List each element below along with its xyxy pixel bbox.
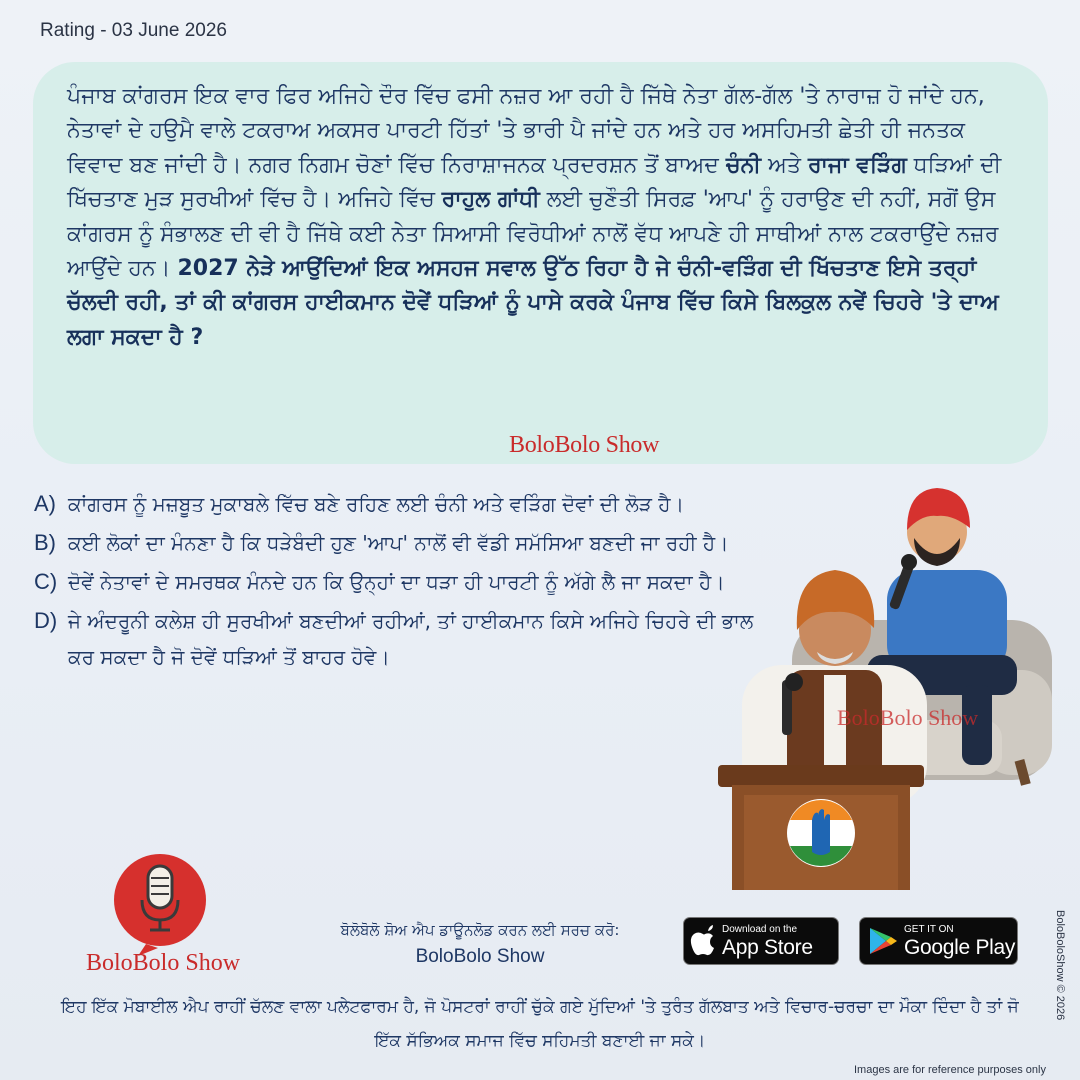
search-instruction: ਬੋਲੋਬੋਲੋ ਸ਼ੋਅ ਐਪ ਡਾਊਨਲੋਡ ਕਰਨ ਲਈ ਸਰਚ ਕਰੋ: xyxy=(340,921,620,939)
question-highlight: 2027 ਨੇੜੇ ਆਉਂਦਿਆਂ ਇਕ ਅਸਹਜ ਸਵਾਲ ਉੱਠ ਰਿਹਾ ਹੈ ਜੇ ਚੰਨੀ-ਵੜਿੰਗ ਦੀ ਖਿੱਚਤਾਣ ਇਸੇ ਤਰ੍ਹਾਂ ਚੱਲਦੀ ਰਹੀ, ਤਾਂ ਕੀ ਕਾਂਗਰਸ ਹਾਈਕਮਾਨ ਦੋਵੇਂ ਧੜਿਆਂ ਨੂੰ ਪਾਸੇ ਕਰਕੇ ਪੰਜਾਬ ਵਿੱਚ ਕਿਸੇ ਬਿਲਕੁਲ ਨਵੇਂ ਚਿਹਰੇ 'ਤੇ ਦਾਅ ਲਗਾ ਸਕਦਾ ਹੈ ? xyxy=(67,256,999,350)
option-text: ਦੋਵੇਂ ਨੇਤਾਵਾਂ ਦੇ ਸਮਰਥਕ ਮੰਨਦੇ ਹਨ ਕਿ ਉਨ੍ਹਾਂ ਦਾ ਧੜਾ ਹੀ ਪਾਰਟੀ ਨੂੰ ਅੱਗੇ ਲੈ ਜਾ ਸਕਦਾ ਹੈ। xyxy=(68,570,725,594)
option-b[interactable] xyxy=(34,525,754,561)
option-text: ਕਾਂਗਰਸ ਨੂੰ ਮਜ਼ਬੂਤ ਮੁਕਾਬਲੇ ਵਿੱਚ ਬਣੇ ਰਹਿਣ ਲਈ ਚੰਨੀ ਅਤੇ ਵੜਿੰਗ ਦੋਵਾਂ ਦੀ ਲੋੜ ਹੈ। xyxy=(68,492,685,516)
question-card xyxy=(33,62,1048,464)
option-c[interactable] xyxy=(34,564,754,600)
option-text: ਕਈ ਲੋਕਾਂ ਦਾ ਮੰਨਣਾ ਹੈ ਕਿ ਧੜੇਬੰਦੀ ਹੁਣ 'ਆਪ' ਨਾਲੋਂ ਵੀ ਵੱਡੀ ਸਮੱਸਿਆ ਬਣਦੀ ਜਾ ਰਹੀ ਹੈ। xyxy=(68,531,729,555)
search-term: BoloBolo Show xyxy=(415,946,545,967)
card-watermark: BoloBolo Show xyxy=(509,432,660,458)
app-store-small: Download on the xyxy=(722,923,798,935)
question-segment: ਪੰਜਾਬ ਕਾਂਗਰਸ ਇਕ ਵਾਰ ਫਿਰ ਅਜਿਹੇ ਦੌਰ ਵਿੱਚ ਫਸੀ ਨਜ਼ਰ ਆ ਰਹੀ ਹੈ ਜਿੱਥੇ ਨੇਤਾ ਗੱਲ-ਗੱਲ 'ਤੇ ਨਾਰਾਜ਼ ਹੋ ਜਾਂਦੇ ਹਨ, ਨੇਤਾਵਾਂ ਦੇ ਹਉਮੈ ਵਾਲੇ ਟਕਰਾਅ ਅਕਸਰ ਪਾਰਟੀ ਹਿੱਤਾਂ 'ਤੇ ਭਾਰੀ ਪੈ ਜਾਂਦੇ ਹਨ ਅਤੇ ਹਰ ਅਸਹਿਮਤੀ ਛੇਤੀ ਹੀ ਜਨਤਕ ਵਿਵਾਦ ਬਣ ਜਾਂਦੀ ਹੈ। ਨਗਰ ਨਿਗਮ ਚੋਣਾਂ ਵਿੱਚ ਨਿਰਾਸ਼ਾਜਨਕ ਪ੍ਰਦਰਸ਼ਨ ਤੋਂ ਬਾਅਦ xyxy=(67,84,985,178)
leader-name-rahul-gandhi: ਰਾਹੁਲ ਗਾਂਧੀ xyxy=(441,187,540,213)
brand-logo[interactable] xyxy=(80,848,250,978)
question-text xyxy=(67,80,1027,355)
podium xyxy=(718,765,924,890)
google-play-button[interactable] xyxy=(859,917,1018,965)
question-segment: ਅਤੇ xyxy=(761,152,809,178)
leaders-illustration xyxy=(712,470,1062,890)
apple-icon xyxy=(684,924,722,958)
option-d[interactable] xyxy=(34,603,754,675)
leader-name-channi: ਚੰਨੀ xyxy=(725,152,762,178)
option-text: ਜੇ ਅੰਦਰੂਨੀ ਕਲੇਸ਼ ਹੀ ਸੁਰਖੀਆਂ ਬਣਦੀਆਂ ਰਹੀਆਂ, ਤਾਂ ਹਾਈਕਮਾਨ ਕਿਸੇ ਅਜਿਹੇ ਚਿਹਰੇ ਦੀ ਭਾਲ ਕਰ ਸਕਦਾ ਹੈ ਜੋ ਦੋਵੇਂ ਧੜਿਆਂ ਤੋਂ ਬਾਹਰ ਹੋਵੇ। xyxy=(68,609,754,669)
answer-options xyxy=(34,486,754,678)
question-segment: ਧੜਿਆਂ ਦੀ ਖਿੱਚਤਾਣ ਮੁੜ ਸੁਰਖੀਆਂ ਵਿੱਚ ਹੈ। ਅਜਿਹੇ ਵਿੱਚ xyxy=(67,152,1002,213)
rating-date: Rating - 03 June 2026 xyxy=(40,20,227,41)
google-play-small: GET IT ON xyxy=(904,923,954,935)
microphone-icon xyxy=(80,848,250,958)
image-disclaimer: Images are for reference purposes only xyxy=(854,1064,1046,1076)
google-play-icon xyxy=(860,924,904,958)
google-play-label: Google Play xyxy=(904,935,1016,959)
question-segment: ਲਈ ਚੁਣੌਤੀ ਸਿਰਫ਼ 'ਆਪ' ਨੂੰ ਹਰਾਉਣ ਦੀ ਨਹੀਂ, ਸਗੋਂ ਉਸ ਕਾਂਗਰਸ ਨੂੰ ਸੰਭਾਲਣ ਦੀ ਵੀ ਹੈ ਜਿੱਥੇ ਕਈ ਨੇਤਾ ਸਿਆਸੀ ਵਿਰੋਧੀਆਂ ਨਾਲੋਂ ਵੱਧ ਆਪਣੇ ਹੀ ਸਾਥੀਆਂ ਨਾਲ ਟਕਰਾਉਂਦੇ ਨਜ਼ਰ ਆਉਂਦੇ ਹਨ। xyxy=(67,187,999,282)
option-key: A) xyxy=(34,491,56,516)
option-key: C) xyxy=(34,569,58,594)
option-key: B) xyxy=(34,530,56,555)
illustration-watermark: BoloBolo Show xyxy=(837,705,979,730)
option-a[interactable] xyxy=(34,486,754,522)
app-store-label: App Store xyxy=(722,935,813,959)
leader-name-raja-warring: ਰਾਜਾ ਵੜਿੰਗ xyxy=(808,152,907,178)
brand-logo-name: BoloBolo Show xyxy=(86,950,241,976)
app-store-button[interactable] xyxy=(683,917,839,965)
search-cta xyxy=(290,918,670,972)
copyright-text: BoloBoloShow © 2026 xyxy=(1054,910,1066,1021)
option-key: D) xyxy=(34,608,58,633)
platform-description: ਇਹ ਇੱਕ ਮੋਬਾਈਲ ਐਪ ਰਾਹੀਂ ਚੱਲਣ ਵਾਲਾ ਪਲੇਟਫਾਰਮ ਹੈ, ਜੋ ਪੋਸਟਰਾਂ ਰਾਹੀਂ ਚੁੱਕੇ ਗਏ ਮੁੱਦਿਆਂ 'ਤੇ ਤੁਰੰਤ ਗੱਲਬਾਤ ਅਤੇ ਵਿਚਾਰ-ਚਰਚਾ ਦਾ ਮੌਕਾ ਦਿੰਦਾ ਹੈ ਤਾਂ ਜੋ ਇੱਕ ਸੱਭਿਅਕ ਸਮਾਜ ਵਿੱਚ ਸਹਿਮਤੀ ਬਣਾਈ ਜਾ ਸਕੇ। xyxy=(61,997,1019,1051)
